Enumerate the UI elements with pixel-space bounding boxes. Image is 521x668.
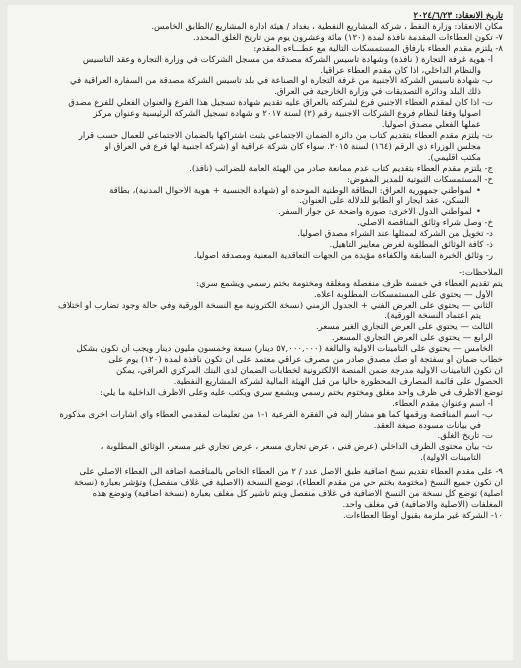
text-line: ب- شهادة تأسيس الشركة الأجنبية من غرفة التجارة او الصناعة في بلد تأسيس الشركة مصدقة من السفارة العراقية في <box>69 76 493 87</box>
text-line: مكان الانعقاد: وزارة النفط ، شركة المشاريع النفطية ، بغداد / هيئة ادارة المشاريع /الطابق الخامس. <box>151 21 503 32</box>
text-line: الرابع — يحتوي على العرض التجاري المسعر. <box>331 333 493 344</box>
text-line: أ- اسم وعنوان مقدم العطاء. <box>392 398 493 409</box>
text-line: الملاحظات:- <box>459 267 503 278</box>
text-line: ان تكون جميع النسخ (مختومة بختم حي من مقدم العطاء)، توضع النسخة (الاصلية في غلاف منفصل) وتؤشر بعبارة (نسخة <box>73 478 503 489</box>
text-line: في بيانات مسودة صيغة العقد. <box>373 420 481 431</box>
text-line: توضع الاظرف في ظرف واحد مغلق ومختوم بختم رسمي ويشمع سري ويكتب عليه وعلى الاظرف الداخلية ما يلي: <box>100 387 503 398</box>
text-line: • لمواطني الدول الاخرى: صورة واضحة عن جواز السفر. <box>16 207 503 218</box>
text-line: ب- اسم المناقصة ورقمها كما هو مشار إليه في الفقرة الفرعية ١-١ من تعليمات لمقدمي العطاء واي اشارات اخرى مذكورة <box>59 409 493 420</box>
text-line: المغلفات (الاصلية والاضافية) في مغلف واحد. <box>342 499 503 510</box>
text-line: الخامس — يحتوي على التأمينات الاولية والبالغة (٥٧,٠٠٠,٠٠٠ دينار) سبعة وخمسون مليون دينار ويجب أن تكون بشكل <box>76 344 493 355</box>
text-line: الحصول على قائمة المصارف المحظورة حاليا من قبل الهيئة المالية لشركة المشاريع النفطية. <box>173 376 503 387</box>
text-line: ان تكون التأمينات الاولية مدرجة ضمن المنصة الالكترونية لخطابات الضمان لدى البنك المركزي العراقي، يمكن <box>116 366 503 376</box>
text-line: ث- بيان محتوى الظرف الداخلي (عرض فني ، عرض تجاري مسعر ، عرض تجاري غير مسعر، الوثائق المطلوبة ، <box>100 442 493 453</box>
text-line: • لمواطني جمهورية العراق: البطاقة الوطنية الموحدة أو (شهادة الجنسية + هوية الاحوال المدنية)، بطاقة <box>16 186 503 197</box>
text-line: ت- اذا كان لمقدم العطاء الاجنبي فرع لشركته بالعراق عليه تقديم شهادة تسجيل هذا الفرع والعنوان الفعلي للفرع مصدق <box>68 98 493 109</box>
text-line: والنظام الداخلي، اذا كان مقدم العطاء عراقياً. <box>320 65 481 76</box>
text-line: اصلية) توضع كل نسخة من النسخ الاضافية في غلاف منفصل ويتم تأشير كل مغلف بعبارة (نسخة اضافية) وتوضع هذه <box>92 488 503 499</box>
text-line: الأول — يحتوي على المستمسكات المطلوبة اعلاه. <box>313 289 493 300</box>
text-line: أ- هوية غرفة التجارة ( نافذة) وشهادة تأسيس الشركة مصدقة من مسجل الشركات في وزارة التجارة وعقد التأسيس <box>82 54 493 65</box>
text-line: ٧- تكون العطاءات المقدمة نافذة لمدة (١٢٠) مائة وعشرون يوم من تاريخ الغلق المحدد. <box>192 32 503 43</box>
text-line: ٩- على مقدم العطاء تقديم نسخ اضافية طبق الاصل عدد / ٢ من العطاء الخاص بالمناقصة اضافة الى العطاء الاصلي على <box>79 467 503 478</box>
text-line: عملها الفعلي مصدق اصولياً. <box>381 120 481 131</box>
document-page <box>6 3 515 662</box>
text-line: ١٠- الشركة غير ملزمة بقبول أوطأ العطاءات. <box>343 510 503 521</box>
document-body <box>6 3 515 528</box>
text-line: الثاني — يحتوي على العرض الفني + الجدول الزمني (نسخة الكترونية مع النسخة الورقية وفي حالة وجود تضارب أو اختلاف <box>57 300 493 311</box>
text-line: ت- تاريخ الغلق. <box>437 431 493 442</box>
text-line: ٨- يلتزم مقدم العطاء بارفاق المستمسكات التالية مع عطـــاءه المقدم: <box>253 43 503 54</box>
text-line: ج- يلتزم مقدم العطاء بتقديم كتاب عدم ممانعة صادر من الهيئة العامة للضرائب (نافذ). <box>189 163 493 174</box>
text-line: يتم تقديم العطاء في خمسة ظرف منفصلة ومغلقة ومختومة بختم رسمي ويشمع سري: <box>196 278 503 289</box>
text-line: مكتب اقليمي). <box>427 152 481 163</box>
text-line: ح- المستمسكات الثبوتية للمدير المفوض: <box>346 174 493 185</box>
text-line: خ- وصل شراء وثائق المناقصة الاصلي. <box>357 218 493 229</box>
text-line: التأمينات الاولية). <box>420 453 481 464</box>
text-line: د- تخويل من الشركة لممثلها عند الشراء مصدق اصولياً. <box>297 229 493 240</box>
text-line: ث- يلتزم مقدم العطاء بتقديم كتاب من دائرة الضمان الاجتماعي يثبت اشتراكها بالضمان الاجتماعي للعمال حسب قرار <box>78 130 493 141</box>
text-line: السكن، عقد ايجار او الطابو للدلالة على العنوان. <box>299 196 469 207</box>
text-line: الثالث — يحتوي على العرض التجاري الغير مسعر. <box>315 322 493 333</box>
text-line: مجلس الوزراء ذي الرقم (١٦٤) لسنة ٢٠١٥. سواء كان شركة عراقية او (شركة اجنبية لها فرع في العراق او <box>104 141 481 152</box>
text-line: اصولياً وفقاً لنظام فروع الشركات الاجنبية رقم (٢) لسنة ٢٠١٧ و شهادة تسجيل الشركة الرئيسية وعنوان مركز <box>93 109 481 120</box>
text-line: خطاب ضمان أو سفتجة أو صك مصدق صادر من مصرف عراقي معتمد على ان تكون نافذة لمدة (١٢٠) يوم على <box>108 355 503 366</box>
text-line: يتم اعتماد النسخة الورقية). <box>384 311 481 322</box>
text-line: ذ- كافة الوثائق المطلوبة لغرض معايير التأهيل. <box>329 240 493 251</box>
text-line: تاريخ الانعقاد: ٢٠٢٤/٦/٢٣ <box>413 11 503 21</box>
text-line: ر- وثائق الخبرة السابقة والكفاءة مؤيدة من الجهات التعاقدية المعنية ومصدقة اصولياً. <box>193 250 493 261</box>
text-line: ذلك البلد ودائرة التصديقات في وزارة الخارجية في العراق. <box>274 87 481 98</box>
